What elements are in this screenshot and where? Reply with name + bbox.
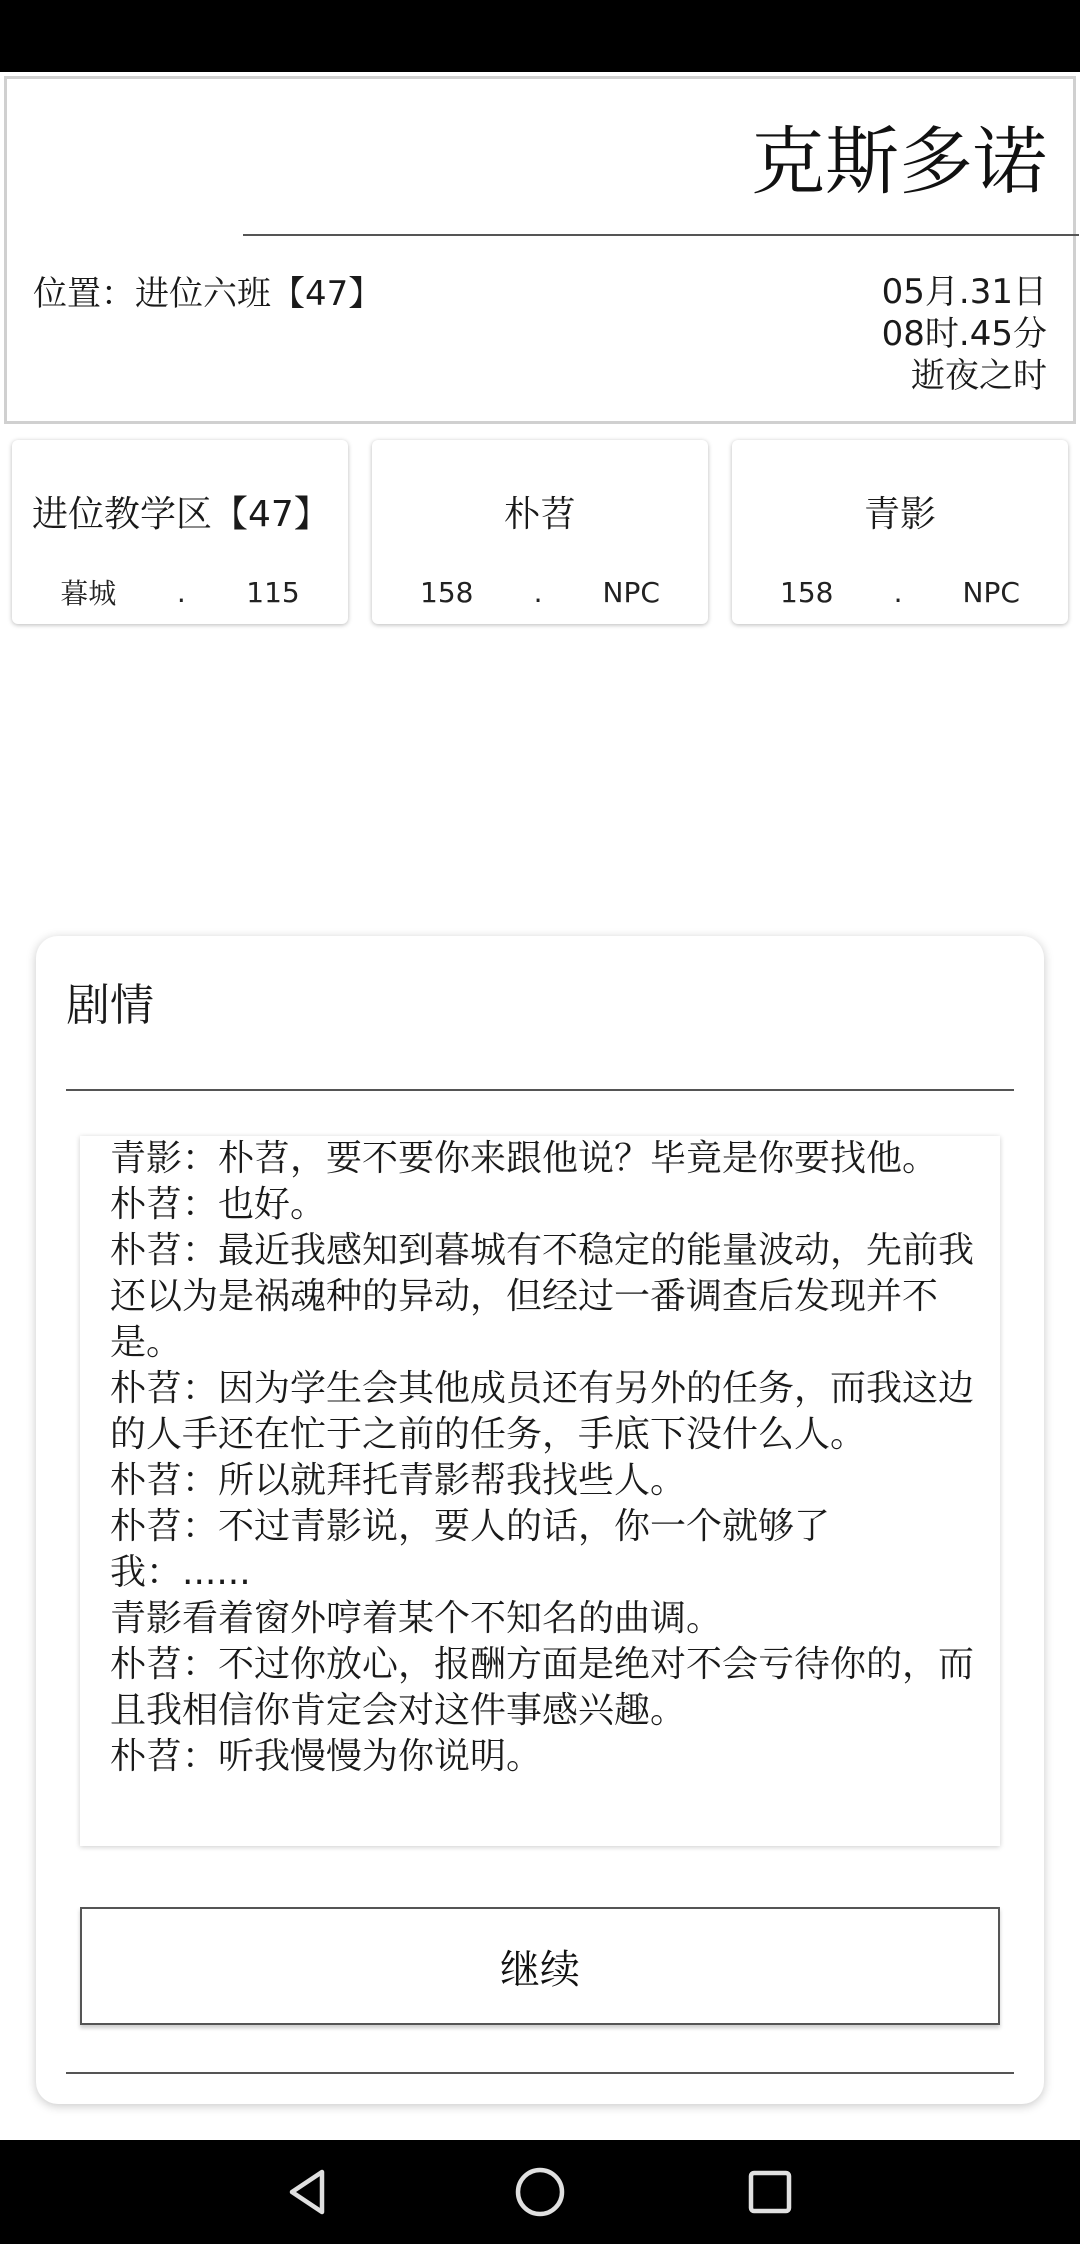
chip-meta-right: 115 [246,575,300,609]
chip-meta-left: 158 [420,575,474,609]
dialog-line: 朴苕：不过你放心，报酬方面是绝对不会亏待你的，而且我相信你肯定会对这件事感兴趣。 [110,1644,975,1731]
chip-meta-left: 暮城 [60,577,117,610]
chip-meta [732,572,1068,612]
location-chip[interactable] [12,440,348,624]
date-label: 05月.31日 [881,272,1047,312]
chip-meta-left: 158 [780,575,834,609]
dialog-text-box[interactable] [80,1136,1000,1846]
chip-meta-right: NPC [602,575,660,609]
story-divider-bottom [66,2072,1014,2074]
story-divider [66,1089,1014,1091]
dialog-line: 朴苕：听我慢慢为你说明。 [110,1736,543,1777]
story-dialog [36,936,1044,2104]
dialog-text [110,1136,980,1780]
dialog-line: 朴苕：也好。 [110,1184,327,1225]
dialog-line: 朴苕：不过青影说，要人的话，你一个就够了 [110,1506,831,1547]
period-label: 逝夜之时 [911,356,1047,396]
dialog-line: 青影：朴苕，要不要你来跟他说？毕竟是你要找他。 [110,1138,939,1179]
home-circle-icon[interactable] [498,2150,582,2234]
chip-meta-dot: . [176,575,186,609]
time-block [882,271,1047,397]
npc-chip-qingying[interactable] [732,440,1068,624]
chip-meta-right: NPC [962,575,1020,609]
chip-meta-dot: . [533,575,543,609]
chip-title: 进位教学区【47】 [32,494,330,535]
chip-title: 青影 [863,494,936,535]
dialog-line: 我：...... [110,1552,251,1593]
chip-meta [12,572,348,612]
recent-apps-square-icon[interactable] [728,2150,812,2234]
dialog-line: 朴苕：所以就拜托青影帮我找些人。 [110,1460,687,1501]
dialog-line: 青影看着窗外哼着某个不知名的曲调。 [110,1598,723,1639]
chip-meta [372,572,708,612]
location-label: 位置：进位六班【47】 [33,274,383,314]
story-title: 剧情 [66,980,154,1031]
character-name: 克斯多诺 [751,119,1047,205]
dialog-line: 朴苕：最近我感知到暮城有不稳定的能量波动，先前我还以为是祸魂种的异动，但经过一番调查后发现并不是。 [110,1230,975,1363]
status-bar [0,0,1080,72]
chip-meta-dot: . [893,575,903,609]
continue-button[interactable]: 继续 [80,1907,1000,2025]
chip-title: 朴苕 [503,494,576,535]
time-label: 08时.45分 [881,314,1047,354]
dialog-line: 朴苕：因为学生会其他成员还有另外的任务，而我这边的人手还在忙于之前的任务，手底下没什么人。 [110,1368,975,1455]
header-divider [243,234,1079,236]
character-header [4,76,1076,424]
npc-chip-puzhao[interactable] [372,440,708,624]
back-triangle-icon[interactable] [268,2150,352,2234]
